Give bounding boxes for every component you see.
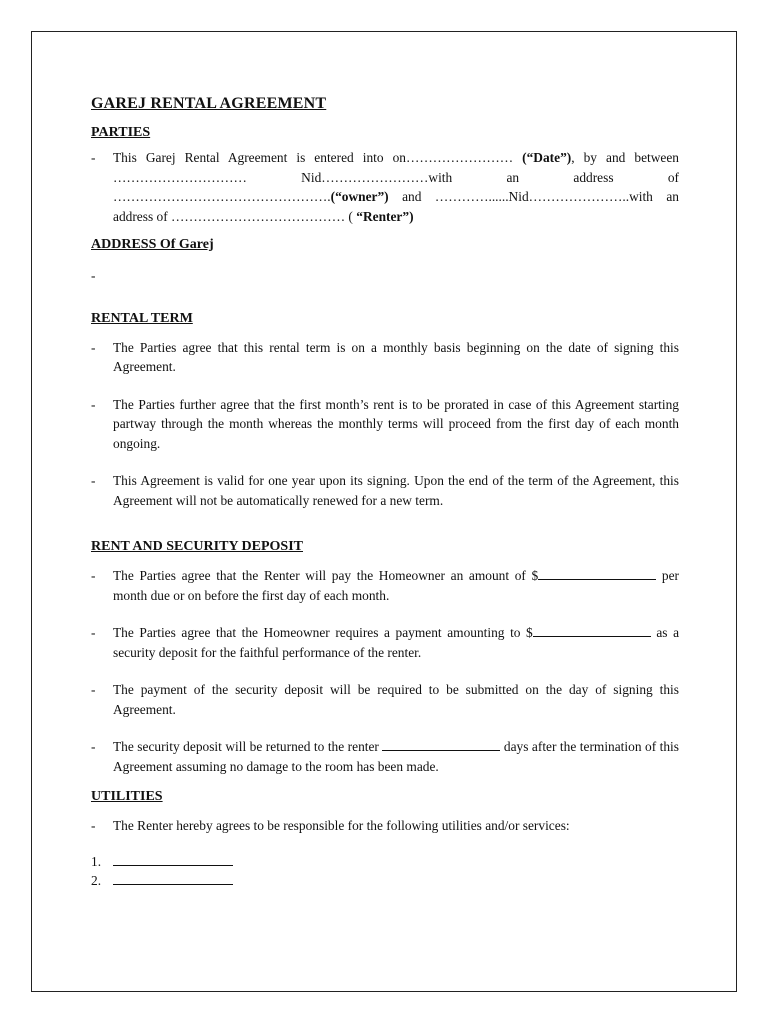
date-label: (“Date”)	[522, 150, 572, 165]
document-body	[91, 94, 679, 890]
utility-blank-1[interactable]	[113, 852, 233, 866]
rental-term-item: - The Parties agree that this rental term is on a monthly basis beginning on the date of signing this Agreement.	[91, 339, 679, 374]
return-days-blank[interactable]	[382, 737, 500, 751]
owner-label: (“owner”)	[330, 189, 389, 204]
rental-term-item: - This Agreement is valid for one year upon its signing. Upon the end of the term of the Agreement, this Agreement will not be automatically renewed for a new term.	[91, 473, 679, 508]
bullet-dash: -	[91, 150, 96, 165]
deposit-return-clause: - The security deposit will be returned to the renter days after the termination of this Agreement assuming no damage to the room has been made.	[91, 739, 679, 774]
address-line: -	[91, 268, 96, 283]
rental-term-heading: RENTAL TERM	[91, 310, 193, 326]
address-heading: ADDRESS Of Garej	[91, 237, 214, 252]
deposit-clause: - The Parties agree that the Homeowner requires a payment amounting to $ as a security deposit for the faithful performance of the renter.	[91, 625, 680, 660]
rent-deposit-heading: RENT AND SECURITY DEPOSIT	[91, 539, 303, 554]
document-page	[31, 31, 737, 992]
parties-heading: PARTIES	[91, 125, 151, 140]
rent-amount-blank[interactable]	[538, 566, 656, 580]
rental-term-item: - The Parties further agree that the first month’s rent is to be prorated in case of this Agreement starting partway through the month whereas the monthly terms will proceed from the first day of each month ongoing.	[91, 396, 679, 451]
document-title: GAREJ RENTAL AGREEMENT	[91, 95, 327, 112]
utilities-clause: - The Renter hereby agrees to be responsible for the following utilities and/or services:	[91, 818, 570, 833]
utility-blank-2[interactable]	[113, 871, 233, 885]
renter-label: “Renter”)	[356, 208, 414, 224]
deposit-payment-clause: - The payment of the security deposit will be required to be submitted on the day of signing this Agreement.	[91, 682, 679, 717]
rent-clause: - The Parties agree that the Renter will pay the Homeowner an amount of $ per month due or on before the first day of each month.	[91, 568, 680, 603]
utility-line-2: 2.	[91, 871, 679, 890]
utility-line-1: 1.	[91, 852, 679, 871]
deposit-amount-blank[interactable]	[533, 623, 651, 637]
utilities-heading: UTILITIES	[91, 789, 163, 804]
parties-clause: - This Garej Rental Agreement is entered into on…………………… (“Date”), by and between ………………………… Nid……………………with an address of ………………………………………….(“owner”) and …………......Nid…………………..with an address of ………………………………… ( “Renter”)	[91, 150, 679, 224]
